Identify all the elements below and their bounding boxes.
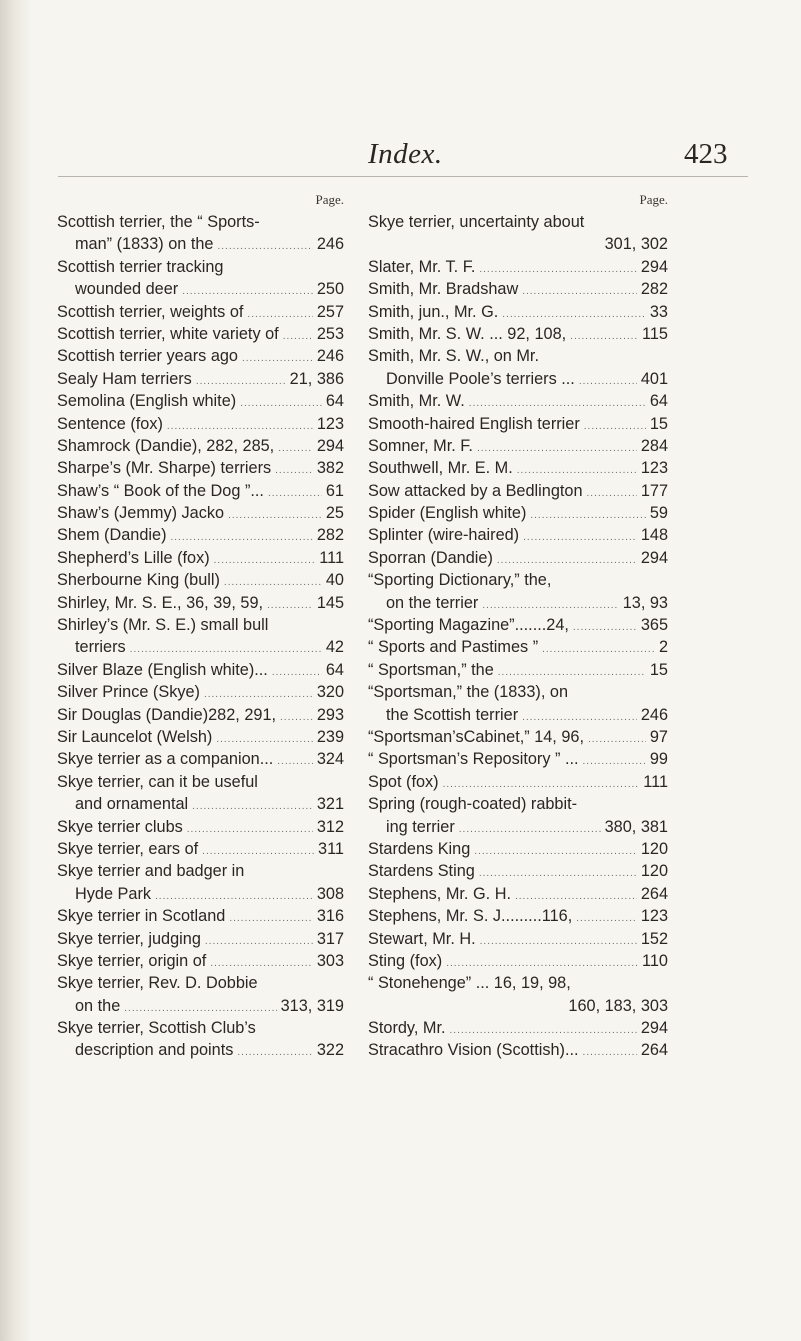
entry-pages: 250	[316, 280, 344, 299]
page-header	[0, 138, 801, 178]
entry-text: Shem (Dandie)	[57, 526, 167, 545]
index-entry	[368, 345, 668, 390]
leader-dots	[522, 713, 637, 723]
entry-text: Shaw’s (Jemmy) Jacko	[57, 504, 225, 523]
entry-text: Sir Launcelot (Welsh)	[57, 727, 213, 746]
index-entry	[57, 950, 344, 972]
entry-text: “ Stonehenge” ... 16, 19, 98,	[368, 974, 571, 993]
leader-dots	[283, 332, 313, 342]
index-entry	[368, 726, 668, 748]
index-entry	[57, 704, 344, 726]
index-entry	[368, 928, 668, 950]
leader-dots	[229, 914, 313, 924]
index-entry	[368, 771, 668, 793]
entry-text: Semolina (English white)	[57, 392, 237, 411]
entry-text: Silver Blaze (English white)...	[57, 660, 268, 679]
entry-pages: 177	[640, 481, 668, 500]
index-entry	[368, 681, 668, 726]
index-entry	[368, 278, 668, 300]
entry-pages: 40	[325, 571, 344, 590]
entry-text: Donville Poole’s terriers ...	[386, 369, 575, 388]
leader-dots	[124, 1004, 276, 1014]
entry-text: Stracathro Vision (Scottish)...	[368, 1041, 579, 1060]
entry-pages: 264	[640, 1041, 668, 1060]
entry-pages: 61	[325, 481, 344, 500]
entry-text: Scottish terrier tracking	[57, 257, 224, 276]
entry-text: Somner, Mr. F.	[368, 436, 473, 455]
entry-text: Stordy, Mr.	[368, 1019, 446, 1038]
entry-text: Scottish terrier, white variety of	[57, 324, 279, 343]
entry-pages: 282	[316, 526, 344, 545]
leader-dots	[570, 332, 638, 342]
entry-pages: 311	[318, 839, 344, 858]
entry-text: Stewart, Mr. H.	[368, 929, 476, 948]
index-entry	[57, 614, 344, 659]
index-entry	[368, 435, 668, 457]
entry-text: Skye terrier, origin of	[57, 951, 207, 970]
entry-text: “Sporting Magazine”.......24,	[368, 616, 569, 635]
index-entry	[57, 816, 344, 838]
entry-pages: 120	[640, 862, 668, 881]
index-entry	[368, 883, 668, 905]
index-entry	[368, 323, 668, 345]
entry-text: man” (1833) on the	[75, 235, 214, 254]
leader-dots	[278, 444, 313, 454]
index-entry	[368, 636, 668, 658]
entry-text: Shirley’s (Mr. S. E.) small bull	[57, 616, 269, 635]
entry-pages: 152	[640, 929, 668, 948]
index-entry	[57, 748, 344, 770]
index-entry	[57, 323, 344, 345]
entry-pages: 282	[640, 280, 668, 299]
index-entry	[57, 547, 344, 569]
entry-pages: 99	[649, 750, 668, 769]
entry-text: Smith, Mr. S. W. ... 92, 108,	[368, 324, 567, 343]
entry-pages: 246	[640, 705, 668, 724]
index-entry	[57, 211, 344, 256]
index-entry	[368, 502, 668, 524]
leader-dots	[275, 466, 313, 476]
entry-text: “ Sports and Pastimes ”	[368, 638, 539, 657]
index-entry	[57, 928, 344, 950]
index-entry	[368, 413, 668, 435]
index-entry	[57, 860, 344, 905]
entry-text: Shepherd’s Lille (fox)	[57, 548, 210, 567]
entry-text: Stephens, Mr. S. J.........116,	[368, 907, 573, 926]
leader-dots	[477, 444, 637, 454]
index-entry	[57, 345, 344, 367]
entry-pages: 160, 183, 303	[568, 996, 668, 1015]
leader-dots	[576, 914, 637, 924]
entry-text: Skye terrier and badger in	[57, 862, 245, 881]
index-column-left	[57, 192, 344, 1062]
entry-pages: 246	[316, 347, 344, 366]
leader-dots	[459, 825, 601, 835]
leader-dots	[196, 377, 286, 387]
index-entry	[57, 659, 344, 681]
entry-pages: 294	[640, 548, 668, 567]
leader-dots	[182, 287, 313, 297]
index-entry	[57, 681, 344, 703]
entry-pages: 257	[316, 302, 344, 321]
entry-text: Spring (rough-coated) rabbit-	[368, 795, 578, 814]
entry-text: Smith, Mr. Bradshaw	[368, 280, 519, 299]
entry-pages: 316	[316, 907, 344, 926]
entry-pages: 284	[640, 436, 668, 455]
column-page-label: Page.	[639, 192, 668, 207]
leader-dots	[542, 645, 655, 655]
entry-text: Silver Prince (Skye)	[57, 683, 200, 702]
index-entry	[368, 390, 668, 412]
entry-text: Hyde Park	[75, 884, 152, 903]
entry-pages: 42	[325, 638, 344, 657]
entry-pages: 293	[316, 705, 344, 724]
header-rule	[58, 176, 748, 177]
index-entry	[57, 435, 344, 457]
entry-pages: 111	[319, 548, 344, 567]
entry-text: “ Sportsman,” the	[368, 660, 494, 679]
entry-text: description and points	[75, 1041, 234, 1060]
index-entry	[57, 838, 344, 860]
entry-text: Smooth-haired English terrier	[368, 414, 580, 433]
leader-dots	[446, 959, 638, 969]
entry-text: Skye terrier, ears of	[57, 839, 199, 858]
entry-text: Skye terrier, Scottish Club’s	[57, 1019, 256, 1038]
leader-dots	[573, 623, 637, 633]
leader-dots	[228, 511, 322, 521]
index-entry	[368, 905, 668, 927]
entry-text: Stardens King	[368, 839, 471, 858]
entry-pages: 110	[642, 951, 668, 970]
leader-dots	[498, 668, 646, 678]
index-entry	[57, 1017, 344, 1062]
index-entry	[57, 972, 344, 1017]
leader-dots	[579, 377, 637, 387]
entry-pages: 64	[649, 392, 668, 411]
entry-text: “Sportsman,” the (1833), on	[368, 683, 568, 702]
entry-pages: 13, 93	[622, 593, 668, 612]
leader-dots	[587, 489, 637, 499]
entry-text: Smith, Mr. W.	[368, 392, 465, 411]
entry-pages: 294	[640, 257, 668, 276]
entry-text: on the terrier	[386, 593, 479, 612]
index-entry	[368, 1017, 668, 1039]
entry-pages: 64	[325, 392, 344, 411]
entry-text: terriers	[75, 638, 126, 657]
index-entry	[368, 301, 668, 323]
entry-text: Skye terrier, uncertainty about	[368, 213, 585, 231]
entry-text: Scottish terrier, weights of	[57, 302, 244, 321]
index-entry	[57, 771, 344, 816]
entry-text: Stephens, Mr. G. H.	[368, 884, 511, 903]
entry-pages: 312	[316, 817, 344, 836]
entry-pages: 317	[316, 929, 344, 948]
leader-dots	[522, 287, 637, 297]
index-entry	[57, 368, 344, 390]
entry-text: Scottish terrier years ago	[57, 347, 238, 366]
index-entry	[57, 502, 344, 524]
leader-dots	[202, 847, 314, 857]
entry-text: Splinter (wire-haired)	[368, 526, 520, 545]
leader-dots	[530, 511, 646, 521]
entry-pages: 321	[316, 795, 344, 814]
entry-text: Southwell, Mr. E. M.	[368, 459, 513, 478]
entry-text: the Scottish terrier	[386, 705, 519, 724]
entry-pages: 25	[325, 504, 344, 523]
index-entry	[368, 457, 668, 479]
leader-dots	[480, 937, 637, 947]
entry-pages: 320	[316, 683, 344, 702]
leader-dots	[583, 1048, 637, 1058]
index-entry	[57, 905, 344, 927]
index-entry	[368, 838, 668, 860]
index-entry	[368, 659, 668, 681]
leader-dots	[443, 780, 640, 790]
index-entry	[368, 524, 668, 546]
entry-text: Shamrock (Dandie), 282, 285,	[57, 436, 275, 455]
entry-text: Sharpe’s (Mr. Sharpe) terriers	[57, 459, 272, 478]
leader-dots	[450, 1026, 637, 1036]
column-page-label: Page.	[315, 192, 344, 207]
leader-dots	[224, 578, 322, 588]
leader-dots	[502, 310, 646, 320]
entry-text: Scottish terrier, the “ Sports-	[57, 213, 260, 231]
entry-pages: 253	[316, 324, 344, 343]
entry-pages: 246	[316, 235, 344, 254]
entry-text: Spot (fox)	[368, 772, 439, 791]
entry-pages: 308	[316, 884, 344, 903]
page-number: 423	[684, 138, 728, 170]
entry-pages: 322	[316, 1041, 344, 1060]
entry-pages: 15	[649, 414, 668, 433]
leader-dots	[167, 422, 313, 432]
leader-dots	[280, 713, 313, 723]
leader-dots	[583, 757, 646, 767]
entry-pages: 301, 302	[604, 235, 668, 254]
entry-text: Shirley, Mr. S. E., 36, 39, 59,	[57, 593, 264, 612]
leader-dots	[247, 310, 312, 320]
entry-text: Shaw’s “ Book of the Dog ”...	[57, 481, 264, 500]
entry-text: Skye terrier clubs	[57, 817, 183, 836]
entry-text: Smith, jun., Mr. G.	[368, 302, 499, 321]
entry-pages: 123	[316, 414, 344, 433]
entry-pages: 115	[642, 324, 668, 343]
index-entry	[57, 569, 344, 591]
leader-dots	[205, 937, 313, 947]
index-entry	[368, 614, 668, 636]
leader-dots	[216, 735, 312, 745]
entry-text: Sealy Ham terriers	[57, 369, 192, 388]
index-entry	[368, 950, 668, 972]
entry-pages: 313, 319	[280, 996, 344, 1015]
leader-dots	[479, 869, 637, 879]
index-entry	[57, 390, 344, 412]
entry-pages: 2	[658, 638, 668, 657]
leader-dots	[187, 825, 313, 835]
entry-pages: 148	[640, 526, 668, 545]
index-entry	[57, 524, 344, 546]
entry-text: “ Sportsman’s Repository ” ...	[368, 750, 579, 769]
entry-text: Skye terrier, can it be useful	[57, 772, 258, 791]
entry-text: Sow attacked by a Bedlington	[368, 481, 583, 500]
index-entry	[368, 569, 668, 614]
entry-text: Spider (English white)	[368, 504, 527, 523]
leader-dots	[523, 533, 637, 543]
entry-pages: 120	[640, 839, 668, 858]
entry-text: Skye terrier, Rev. D. Dobbie	[57, 974, 258, 993]
leader-dots	[210, 959, 313, 969]
entry-pages: 123	[640, 459, 668, 478]
entry-pages: 294	[640, 1019, 668, 1038]
leader-dots	[588, 735, 646, 745]
leader-dots	[130, 645, 322, 655]
entry-text: Sting (fox)	[368, 951, 443, 970]
entry-text: Skye terrier, judging	[57, 929, 201, 948]
entry-text: Sir Douglas (Dandie)282, 291,	[57, 705, 277, 724]
entry-pages: 123	[640, 907, 668, 926]
leader-dots	[482, 601, 618, 611]
index-entry	[368, 972, 668, 1017]
index-entry	[57, 256, 344, 301]
entry-pages: 111	[643, 772, 668, 791]
index-entry	[57, 592, 344, 614]
leader-dots	[474, 847, 637, 857]
entry-pages: 324	[316, 750, 344, 769]
leader-dots	[497, 556, 637, 566]
entry-text: Skye terrier in Scotland	[57, 907, 226, 926]
entry-pages: 382	[316, 459, 344, 478]
index-entry	[368, 1039, 668, 1061]
index-entry	[368, 256, 668, 278]
page-title: Index.	[368, 138, 443, 170]
leader-dots	[515, 892, 637, 902]
index-entry	[368, 480, 668, 502]
index-entry	[57, 413, 344, 435]
index-entry	[57, 457, 344, 479]
leader-dots	[272, 668, 322, 678]
leader-dots	[517, 466, 637, 476]
leader-dots	[469, 399, 646, 409]
leader-dots	[204, 690, 313, 700]
entry-pages: 401	[640, 369, 668, 388]
entry-text: Sherbourne King (bull)	[57, 571, 220, 590]
entry-pages: 264	[640, 884, 668, 903]
index-column-right	[368, 192, 668, 1062]
index-entry	[57, 480, 344, 502]
index-entry	[368, 793, 668, 838]
leader-dots	[277, 757, 313, 767]
leader-dots	[584, 422, 646, 432]
entry-text: Smith, Mr. S. W., on Mr.	[368, 347, 539, 366]
leader-dots	[192, 802, 313, 812]
leader-dots	[268, 489, 322, 499]
entry-pages: 33	[649, 302, 668, 321]
leader-dots	[479, 265, 636, 275]
entry-pages: 97	[649, 727, 668, 746]
entry-text: on the	[75, 996, 121, 1015]
entry-pages: 59	[649, 504, 668, 523]
entry-text: “Sportsman’sCabinet,” 14, 96,	[368, 727, 584, 746]
index-entry	[368, 547, 668, 569]
index-entry	[57, 301, 344, 323]
index-entry	[368, 860, 668, 882]
index-entry	[57, 726, 344, 748]
entry-text: Sentence (fox)	[57, 414, 163, 433]
leader-dots	[267, 601, 313, 611]
entry-pages: 64	[325, 660, 344, 679]
page-edge-shadow	[0, 0, 32, 1341]
entry-pages: 294	[316, 436, 344, 455]
entry-text: “Sporting Dictionary,” the,	[368, 571, 552, 590]
entry-pages: 145	[316, 593, 344, 612]
entry-pages: 15	[649, 660, 668, 679]
entry-pages: 239	[316, 727, 344, 746]
leader-dots	[214, 556, 316, 566]
entry-text: wounded deer	[75, 280, 179, 299]
entry-pages: 303	[316, 951, 344, 970]
entry-pages: 365	[640, 616, 668, 635]
index-entry	[368, 748, 668, 770]
leader-dots	[237, 1048, 312, 1058]
entry-pages: 21, 386	[289, 369, 344, 388]
leader-dots	[155, 892, 313, 902]
entry-pages: 380, 381	[604, 817, 668, 836]
entry-text: Skye terrier as a companion...	[57, 750, 274, 769]
leader-dots	[171, 533, 313, 543]
leader-dots	[217, 242, 312, 252]
entry-text: Slater, Mr. T. F.	[368, 257, 476, 276]
entry-text: Stardens Sting	[368, 862, 475, 881]
leader-dots	[240, 399, 322, 409]
leader-dots	[242, 354, 313, 364]
entry-text: ing terrier	[386, 817, 455, 836]
entry-text: Sporran (Dandie)	[368, 548, 493, 567]
entry-text: and ornamental	[75, 795, 189, 814]
index-entry	[368, 211, 668, 256]
